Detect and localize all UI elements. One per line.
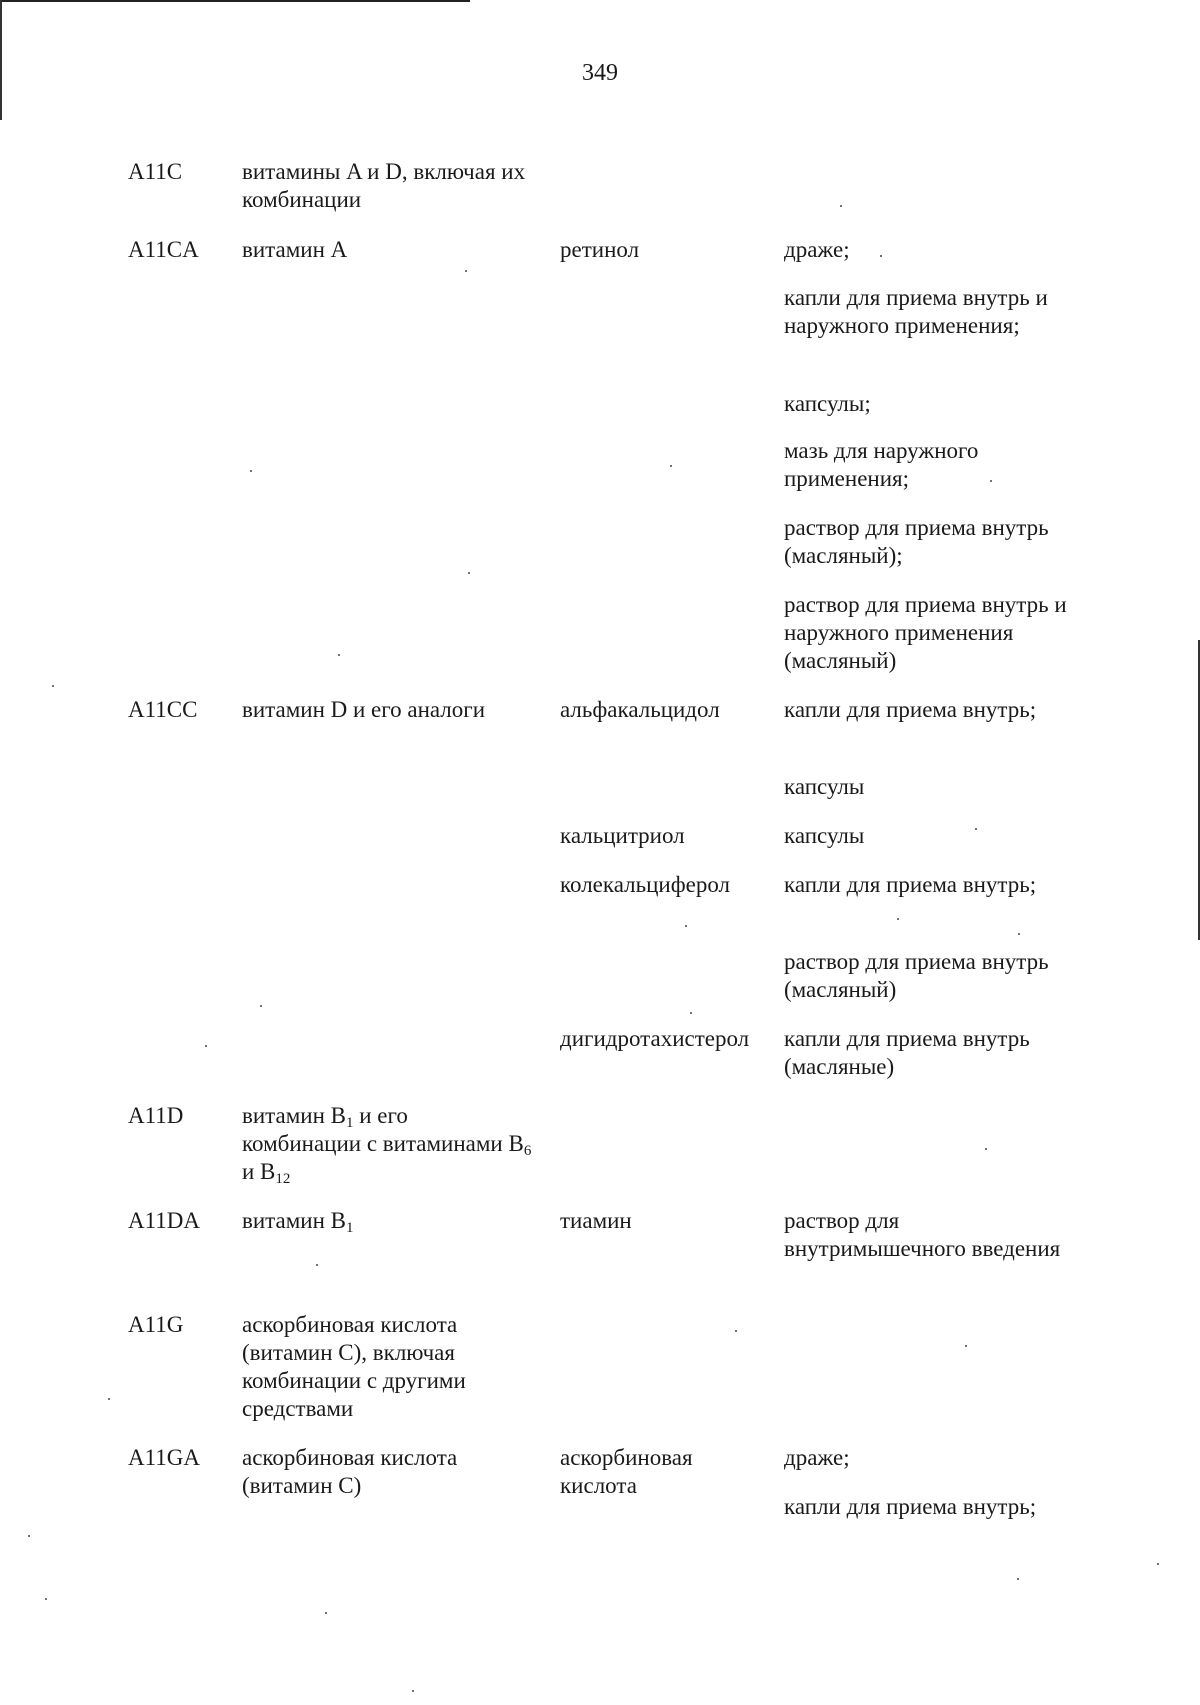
dosage-form: капли для приема внутрь; (784, 697, 1037, 722)
scan-speck (670, 465, 672, 467)
atc-group: витамин $B_1$ (242, 1208, 354, 1236)
scan-speck (1018, 933, 1020, 935)
atc-group: аскорбиновая кислота (витамин C), включая комбинации с другими средствами (242, 1312, 466, 1421)
atc-group: аскорбиновая кислота (витамин C) (242, 1445, 458, 1498)
atc-group: витамины A и D, включая их комбинации (242, 159, 526, 212)
drug-name: аскорбиновая кислота (560, 1445, 693, 1498)
drug-name: кальцитриол (560, 823, 685, 848)
dosage-form: капли для приема внутрь (масляные) (784, 1026, 1030, 1079)
scan-speck (316, 1264, 318, 1266)
scan-speck (250, 470, 252, 472)
drug-name: дигидротахистерол (560, 1026, 750, 1051)
atc-code: A11DA (128, 1208, 200, 1233)
dosage-form: капли для приема внутрь и наружного применения; (784, 285, 1048, 338)
page-number: 349 (582, 60, 618, 86)
scan-speck (880, 255, 882, 257)
dosage-form: раствор для приема внутрь (масляный); (784, 515, 1049, 568)
scan-speck (260, 1005, 262, 1007)
atc-code: A11D (128, 1103, 184, 1128)
scan-speck (325, 1612, 327, 1614)
scan-speck (205, 1045, 207, 1047)
atc-group: витамин A (242, 237, 348, 262)
dosage-form: драже; (784, 1445, 850, 1470)
scan-speck (975, 828, 977, 830)
scan-speck (990, 480, 992, 482)
scan-speck (412, 1690, 414, 1692)
atc-code: A11GA (128, 1445, 200, 1470)
scan-speck (985, 1148, 987, 1150)
scan-speck (338, 654, 340, 656)
dosage-form: капсулы (784, 774, 865, 799)
drug-name: альфакальцидол (560, 697, 720, 722)
dosage-form: раствор для приема внутрь (масляный) (784, 949, 1049, 1002)
atc-group: витамин $B_1$ и его комбинации с витаминами $B_6$ и $B_{12}$ (242, 1103, 532, 1187)
dosage-form: драже; (784, 237, 850, 262)
drug-name: ретинол (560, 237, 640, 262)
dosage-form: капли для приема внутрь; (784, 1494, 1037, 1519)
scan-edge-top (0, 0, 470, 2)
scan-speck (690, 1012, 692, 1014)
atc-code: A11C (128, 159, 183, 184)
atc-code: A11G (128, 1312, 184, 1337)
scan-speck (28, 1535, 30, 1537)
scan-speck (108, 1398, 110, 1400)
scan-speck (840, 205, 842, 207)
drug-name: тиамин (560, 1208, 632, 1233)
dosage-form: раствор для приема внутрь и наружного применения (масляный) (784, 592, 1067, 673)
drug-name: колекальциферол (560, 872, 730, 897)
scan-speck (1017, 1578, 1019, 1580)
atc-code: A11CA (128, 237, 199, 262)
scan-speck (1157, 1563, 1159, 1565)
scan-speck (468, 572, 470, 574)
scan-speck (465, 270, 467, 272)
dosage-form: мазь для наружного применения; (784, 438, 979, 491)
atc-group: витамин D и его аналоги (242, 697, 486, 722)
dosage-form: капли для приема внутрь; (784, 872, 1037, 897)
scan-speck (897, 918, 899, 920)
dosage-form: капсулы (784, 823, 865, 848)
scan-speck (965, 1345, 967, 1347)
scan-speck (52, 685, 54, 687)
scan-speck (735, 1330, 737, 1332)
scan-speck (45, 1598, 47, 1600)
dosage-form: раствор для внутримышечного введения (784, 1208, 1061, 1261)
dosage-form: капсулы; (784, 391, 871, 416)
scan-speck (685, 925, 687, 927)
atc-code: A11CC (128, 697, 198, 722)
